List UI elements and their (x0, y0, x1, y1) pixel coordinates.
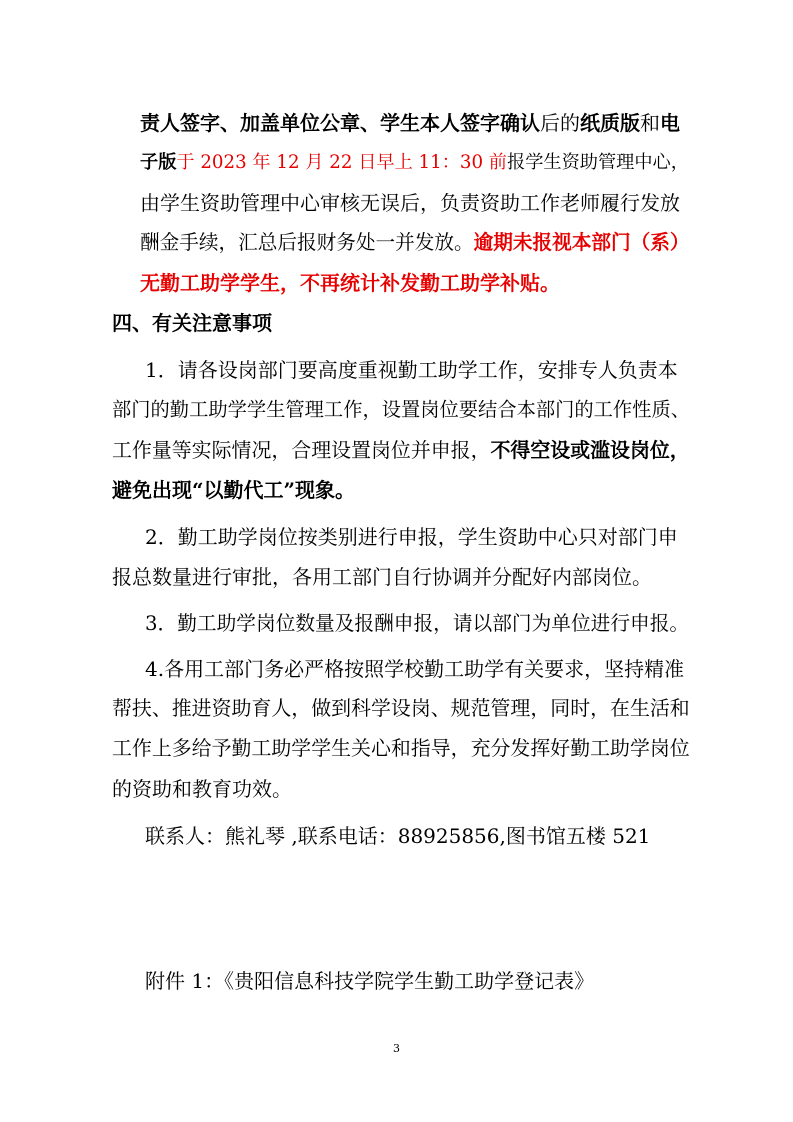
section-heading: 四、有关注意事项 (112, 311, 272, 335)
text-normal: 报学生资助管理中心， (507, 152, 689, 173)
text-normal: 和 (640, 111, 660, 135)
item-1-line-4: 避免出现“以勤代工”现象。 (112, 478, 356, 502)
item-3-line-1: 3．勤工助学岗位数量及报酬申报，请以部门为单位进行申报。 (145, 612, 690, 635)
item-4-line-4: 的资助和教育功效。 (112, 777, 292, 801)
warning-text: 逾期未报视本部门（系） (473, 231, 690, 254)
text-bold: 子版 (140, 152, 177, 173)
text-bold: 电 (660, 111, 680, 135)
text-bold: 责人签字、加盖单位公章、学生本人签字确认 (140, 111, 540, 135)
item-1-line-1: 1．请各设岗部门要高度重视勤工助学工作，安排专人负责本 (145, 358, 678, 382)
paragraph-line-4 (140, 230, 690, 256)
item-2-line-2: 报总数量进行审批，各用工部门自行协调并分配好内部岗位。 (112, 565, 652, 589)
item-4-line-3: 工作上多给予勤工助学学生关心和指导，充分发挥好勤工助学岗位 (112, 737, 690, 760)
text-bold: 不得空设或滥设岗位， (490, 438, 690, 462)
paragraph-line-1 (140, 110, 680, 136)
text-normal: 工作量等实际情况，合理设置岗位并申报， (112, 439, 491, 462)
item-4-line-2: 帮扶、推进资助育人，做到科学设岗、规范管理，同时，在生活和 (112, 697, 690, 720)
text-bold: 纸质版 (580, 111, 640, 135)
contact-line: 联系人：熊礼琴 ,联系电话：88925856,图书馆五楼 521 (145, 824, 651, 848)
item-1-line-3 (112, 437, 690, 464)
text-normal: 酬金手续，汇总后报财务处一并发放。 (140, 231, 474, 254)
item-1-line-2: 部门的勤工助学学生管理工作，设置岗位要结合本部门的工作性质、 (112, 398, 690, 421)
page-number: 3 (393, 1042, 400, 1055)
text-normal: 后的 (540, 111, 580, 135)
paragraph-line-2 (140, 150, 689, 176)
item-4-line-1: 4.各用工部门务必严格按照学校勤工助学有关要求，坚持精准 (145, 657, 685, 681)
attachment-line: 附件 1：《贵阳信息科技学院学生勤工助学登记表》 (145, 969, 595, 993)
item-2-line-1: 2．勤工助学岗位按类别进行申报，学生资助中心只对部门申 (145, 525, 678, 549)
deadline-text: 于 2023 年 12 月 22 日早上 11：30 前 (176, 152, 507, 173)
paragraph-line-5: 无勤工助学学生，不再统计补发勤工助学补贴。 (140, 271, 560, 295)
paragraph-line-3: 由学生资助管理中心审核无误后，负责资助工作老师履行发放 (140, 191, 680, 215)
